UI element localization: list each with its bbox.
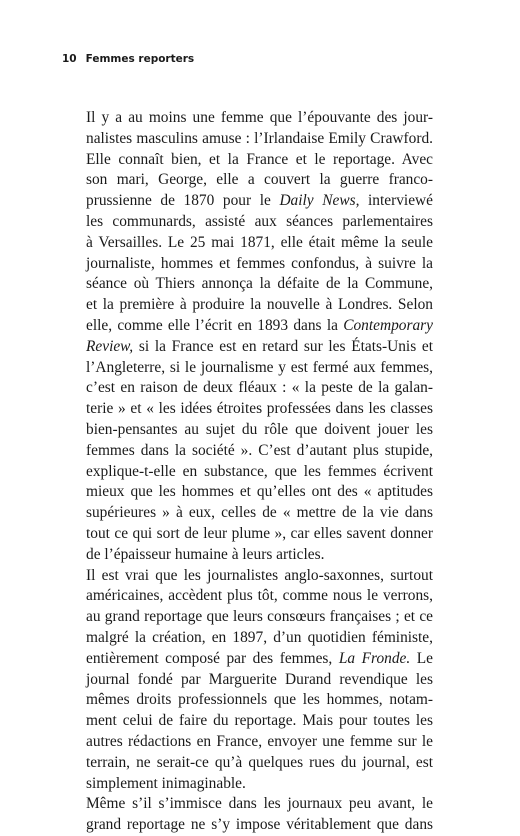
text-line: mieux que les hommes et qu’elles ont des « aptitudes <box>86 483 433 501</box>
text-line: simplement inimaginable. <box>86 774 246 792</box>
text-line: Elle connaît bien, et la France et le reportage. Avec <box>86 150 433 168</box>
text-line: autres rédactions en France, envoyer une femme sur le <box>86 732 433 750</box>
text-line: malgré la création, en 1897, d’un quotidien féministe, <box>86 628 433 646</box>
text-line: au grand reportage que leurs consœurs françaises ; et ce <box>86 608 433 626</box>
page-number: 10 <box>62 53 77 65</box>
paragraph <box>62 566 433 795</box>
text-line: supérieures » à eux, celles de « mettre de la vie dans <box>86 504 433 522</box>
text-line: mêmes droits professionnels que les hommes, notam- <box>86 691 433 709</box>
text-line: journaliste, hommes et femmes confondus, à suivre la <box>86 254 433 272</box>
text-line: journal fondé par Marguerite Durand revendique les <box>86 670 433 688</box>
text-line: de l’épaisseur humaine à leurs articles. <box>86 545 325 563</box>
text-line: elle, comme elle l’écrit en 1893 dans la Contemporary <box>86 316 433 334</box>
text-line: Il est vrai que les journalistes anglo-saxonnes, surtout <box>86 566 433 584</box>
text-line: c’est en raison de deux fléaux : « la peste de la galan- <box>86 379 433 397</box>
text-line: ment celui de faire du reportage. Mais pour toutes les <box>86 712 433 730</box>
text-line: entièrement composé par des femmes, La Fronde. Le <box>86 649 433 667</box>
paragraph <box>62 794 433 836</box>
text-line: bien-pensantes au sujet du rôle que doivent jouer les <box>86 420 433 438</box>
italic-title: Contemporary <box>343 316 433 334</box>
paragraph <box>62 108 433 566</box>
italic-title: La Fronde. <box>338 649 411 667</box>
text-line: explique-t-elle en substance, que les femmes écrivent <box>86 462 433 480</box>
text-line: et la première à produire la nouvelle à Londres. Selon <box>86 296 433 314</box>
text-line: américaines, accèdent plus tôt, comme nous le verrons, <box>86 587 433 605</box>
text-line: terie » et « les idées étroites professées dans les classes <box>86 400 433 418</box>
running-head-title: Femmes reporters <box>85 53 195 65</box>
text-line: Même s’il s’immisce dans les journaux peu avant, le <box>86 795 433 813</box>
text-line: l’Angleterre, si le journalisme y est fermé aux femmes, <box>86 358 433 376</box>
text-line: grand reportage ne s’y impose véritablement que dans <box>86 816 433 834</box>
text-line: les communards, assisté aux séances parlementaires <box>86 212 433 230</box>
text-line: son mari, George, elle a couvert la guerre franco- <box>86 171 433 189</box>
text-line: séance où Thiers annonça la défaite de la Commune, <box>86 275 433 293</box>
running-head <box>62 53 194 65</box>
text-line: femmes dans la société ». C’est d’autant plus stupide, <box>86 441 433 459</box>
text-line: terrain, ne serait-ce qu’à quelques rues du journal, est <box>86 753 433 771</box>
text-line: prussienne de 1870 pour le Daily News, interviewé <box>86 192 433 210</box>
italic-title: Daily News, <box>279 192 360 210</box>
text-line: tout ce qui sort de leur plume », car elles savent donner <box>86 524 433 542</box>
text-line: à Versailles. Le 25 mai 1871, elle était même la seule <box>86 233 433 251</box>
text-line: nalistes masculins amuse : l’Irlandaise Emily Crawford. <box>86 129 433 147</box>
text-line: Review, si la France est en retard sur les États-Unis et <box>86 337 433 355</box>
body-text <box>62 108 433 836</box>
text-line: Il y a au moins une femme que l’épouvante des jour- <box>86 109 433 126</box>
italic-title: Review, <box>86 337 134 355</box>
